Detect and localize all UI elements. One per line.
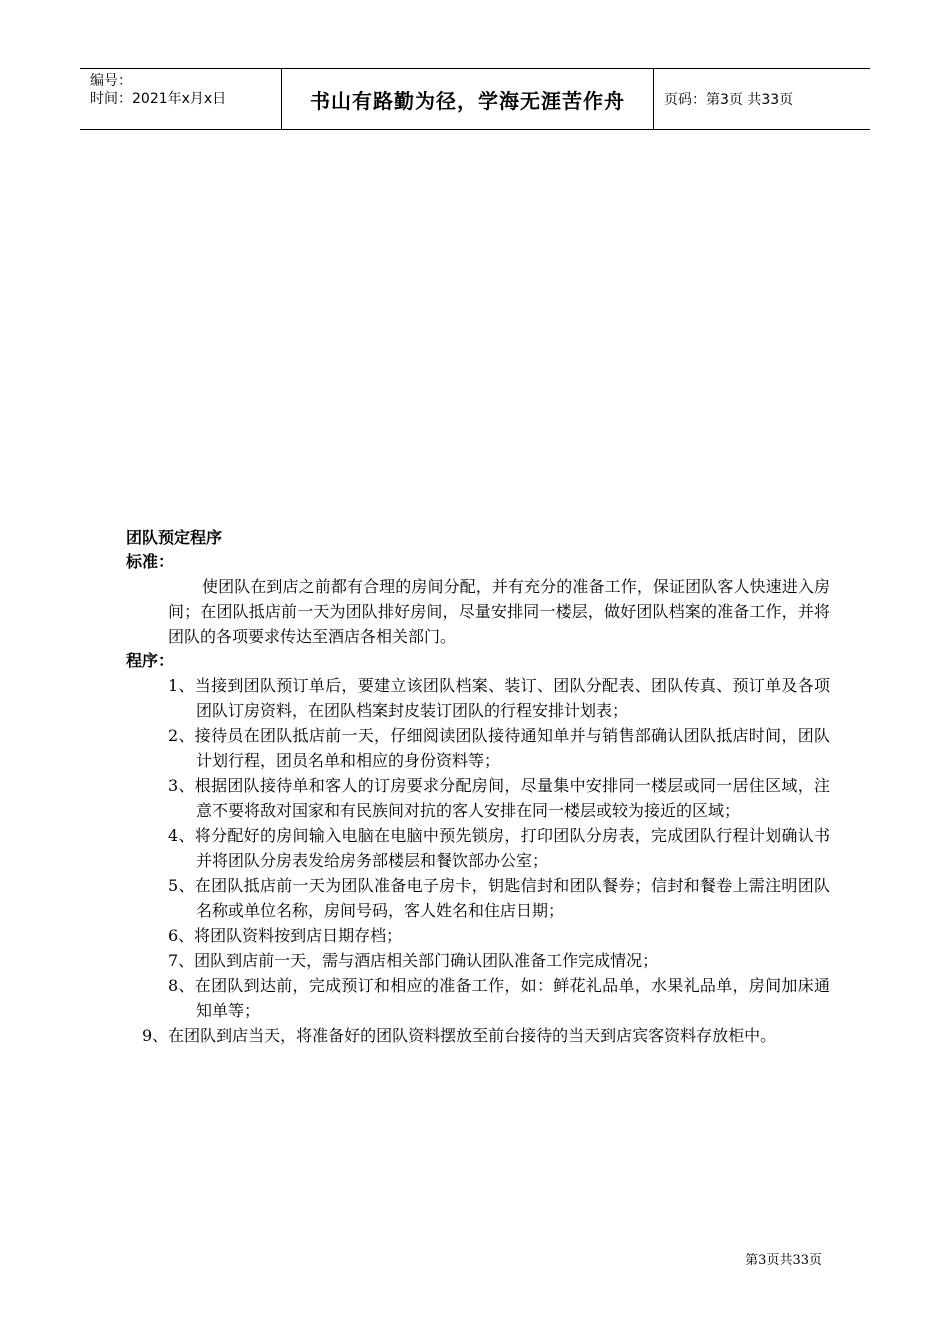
procedure-step-4: 4、将分配好的房间输入电脑在电脑中预先锁房，打印团队分房表，完成团队行程计划确认书并将团队分房表发给房务部楼层和餐饮部办公室； <box>168 826 830 870</box>
standard-paragraph: 使团队在到店之前都有合理的房间分配，并有充分的准备工作，保证团队客人快速进入房间；在团队抵店前一天为团队排好房间，尽量安排同一楼层，做好团队档案的准备工作，并将团队的各项要求传达至酒店各相关部门。 <box>168 577 830 646</box>
procedure-step-5: 5、在团队抵店前一天为团队准备电子房卡，钥匙信封和团队餐券；信封和餐卷上需注明团队名称或单位名称，房间号码，客人姓名和住店日期； <box>168 876 830 920</box>
procedure-step-1: 1、当接到团队预订单后，要建立该团队档案、装订、团队分配表、团队传真、预订单及各项团队订房资料，在团队档案封皮装订团队的行程安排计划表； <box>168 676 830 720</box>
page-header <box>80 68 870 130</box>
procedure-step-2: 2、接待员在团队抵店前一天，仔细阅读团队接待通知单并与销售部确认团队抵店时间，团队计划行程，团员名单和相应的身份资料等； <box>168 726 830 770</box>
document-time-label: 时间：2021年x月x日 <box>90 91 227 107</box>
standard-label: 标准： <box>126 552 175 571</box>
procedure-step-8: 8、在团队到达前，完成预订和相应的准备工作，如：鲜花礼品单，水果礼品单，房间加床通知单等； <box>168 976 830 1020</box>
procedure-step-9: 9、在团队到店当天，将准备好的团队资料摆放至前台接待的当天到店宾客资料存放柜中。 <box>142 1026 777 1045</box>
page-footer: 第3页共33页 <box>745 1253 822 1268</box>
header-meta-cell <box>80 69 282 129</box>
procedure-step-7: 7、团队到店前一天，需与酒店相关部门确认团队准备工作完成情况； <box>168 951 659 970</box>
procedure-steps <box>126 673 830 1048</box>
document-number-label: 编号： <box>90 73 132 89</box>
document-title: 团队预定程序 <box>126 528 223 547</box>
header-motto: 书山有路勤为径，学海无涯苦作舟 <box>282 69 654 129</box>
procedure-step-6: 6、将团队资料按到店日期存档； <box>168 926 403 945</box>
procedure-step-3: 3、根据团队接待单和客人的订房要求分配房间，尽量集中安排同一楼层或同一居住区域，注意不要将敌对国家和有民族间对抗的客人安排在同一楼层或较为接近的区域； <box>168 776 830 820</box>
document-body <box>126 526 830 1048</box>
header-page-number: 页码：第3页 共33页 <box>664 92 794 108</box>
procedure-label: 程序： <box>126 651 175 670</box>
